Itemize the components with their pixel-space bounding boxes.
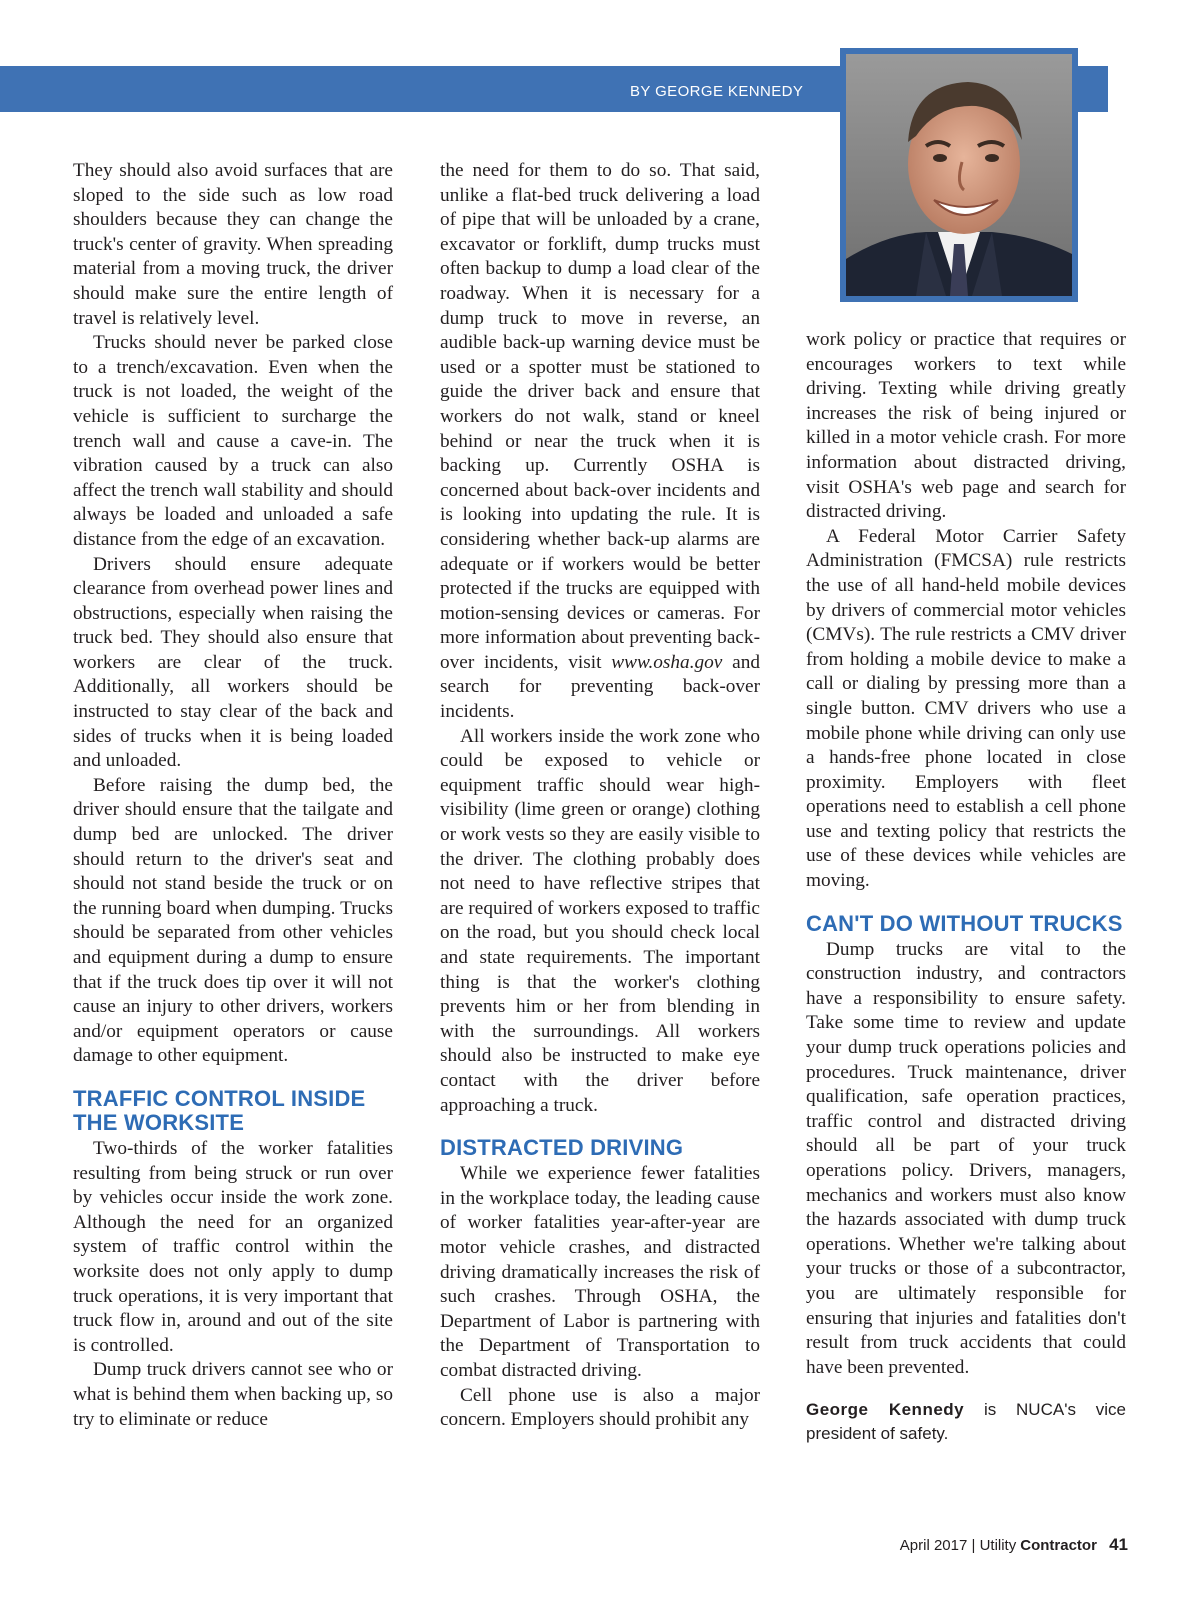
byline: BY GEORGE KENNEDY <box>630 83 804 100</box>
paragraph: While we experience fewer fatalities in the workplace today, the leading cause of worker fatalities year-after-year are motor vehicle crashes, and distracted driving dramatically increases the risk of such crashes. Through OSHA, the Department of Labor is partnering with the Department of Transportation to combat distracted driving. <box>440 1163 760 1381</box>
paragraph <box>440 159 760 725</box>
osha-link[interactable]: www.osha.gov <box>611 651 723 673</box>
author-bio-text: is NUCA's vice president of safety. <box>806 1400 1126 1444</box>
author-portrait-icon <box>846 54 1072 296</box>
section-heading: TRAFFIC CONTROL INSIDE THE WORKSITE <box>73 1085 366 1135</box>
section-heading: CAN'T DO WITHOUT TRUCKS <box>806 910 1123 936</box>
paragraph: Trucks should never be parked close to a trench/excavation. Even when the truck is not loaded, the weight of the vehicle is sufficient to surcharge the trench wall and cause a cave-in. The vibration caused by a truck can also affect the trench wall stability and should always be loaded and unloaded a safe distance from the edge of an excavation. <box>73 332 393 550</box>
article-column-1 <box>73 159 393 1432</box>
section-heading: DISTRACTED DRIVING <box>440 1135 684 1161</box>
paragraph: Two-thirds of the worker fatalities resulting from being struck or run over by vehicles occur inside the work zone. Although the need for an organized system of traffic control within the worksite does not only apply to dump truck operations, it is very important that truck flow in, around and out of the site is controlled. <box>73 1137 393 1356</box>
paragraph: Cell phone use is also a major concern. Employers should prohibit any <box>440 1384 760 1431</box>
page-number: 41 <box>1109 1535 1128 1554</box>
paragraph: Dump truck drivers cannot see who or what is behind them when backing up, so try to eliminate or reduce <box>73 1359 393 1430</box>
paragraph: work policy or practice that requires or encourages workers to text while driving. Texting while driving greatly increases the risk of being injured or killed in a motor vehicle crash. For more information about distracted driving, visit OSHA's web page and search for distracted driving. <box>806 329 1126 523</box>
article-column-2 <box>440 159 760 1433</box>
magazine-name-light: Utility <box>979 1537 1017 1554</box>
issue-date: April 2017 <box>899 1537 968 1554</box>
paragraph: A Federal Motor Carrier Safety Administration (FMCSA) rule restricts the use of all hand-held mobile devices by drivers of commercial motor vehicles (CMVs). The rule restricts a CMV driver from holding a mobile device to make a call or dialing by pressing more than a single button. CMV drivers who use a mobile phone while driving can only use a hands-free phone located in close proximity. Employers with fleet operations need to establish a cell phone use and texting policy that restricts the use of these devices while vehicles are moving. <box>806 525 1126 892</box>
paragraph-text: the need for them to do so. That said, unlike a flat-bed truck delivering a load of pipe that will be unloaded by a crane, excavator or forklift, dump trucks must often backup to dump a load clear of the roadway. When it is necessary for a dump truck to move in reverse, an audible back-up warning device must be used or a spotter must be stationed to guide the driver back and ensure that workers do not walk, stand or kneel behind or near the truck when it is backing up. Currently OSHA is concerned about back-over incidents and is looking into updating the rule. It is considering whether back-up alarms are adequate or if workers would be better protected if the trucks are equipped with motion-sensing devices or cameras. For more information about preventing back-over incidents, visit <box>440 160 760 673</box>
author-name: George Kennedy <box>806 1400 965 1420</box>
paragraph: Before raising the dump bed, the driver should ensure that the tailgate and dump bed are unlocked. The driver should return to the driver's seat and should not stand beside the truck or on the running board when dumping. Trucks should be separated from other vehicles and equipment during a dump to ensure that if the truck does tip over it will not cause an injury to other drivers, workers and/or equipment operators or cause damage to other equipment. <box>73 774 393 1067</box>
paragraph: All workers inside the work zone who could be exposed to vehicle or equipment traffic should wear high-visibility (lime green or orange) clothing or work vests so they are easily visible to the driver. The clothing probably does not need to have reflective stripes that are required of workers exposed to traffic on the road, but you should check local and state requirements. The important thing is that the worker's clothing prevents him or her from blending in with the surroundings. All workers should also be instructed to make eye contact with the driver before approaching a truck. <box>440 725 760 1116</box>
paragraph: Drivers should ensure adequate clearance from overhead power lines and obstructions, especially when raising the truck bed. They should also ensure that workers are clear of the truck. Additionally, all workers should be instructed to stay clear of the back and sides of trucks when it is being loaded and unloaded. <box>73 553 393 772</box>
paragraph: Dump trucks are vital to the construction industry, and contractors have a responsibility to ensure safety. Take some time to review and update your dump truck operations policies and procedures. Truck maintenance, driver qualification, safe operation practices, traffic control and distracted driving should all be part of your truck operations policy. Drivers, managers, mechanics and workers must also know the hazards associated with dump truck operations. Whether we're talking about your trucks or those of a subcontractor, you are ultimately responsible for ensuring that injuries and fatalities don't result from truck accidents that could have been prevented. <box>806 938 1126 1378</box>
page-footer <box>900 1535 1128 1555</box>
author-bio <box>806 1398 1126 1446</box>
paragraph-text: and search for preventing back-over incidents. <box>440 651 760 723</box>
magazine-name-bold: Contractor <box>1020 1537 1097 1554</box>
paragraph: They should also avoid surfaces that are sloped to the side such as low road shoulders because they can change the truck's center of gravity. When spreading material from a moving truck, the driver should make sure the entire length of travel is relatively level. <box>73 160 393 329</box>
article-column-3 <box>806 328 1126 1446</box>
footer-separator: | <box>971 1537 976 1554</box>
